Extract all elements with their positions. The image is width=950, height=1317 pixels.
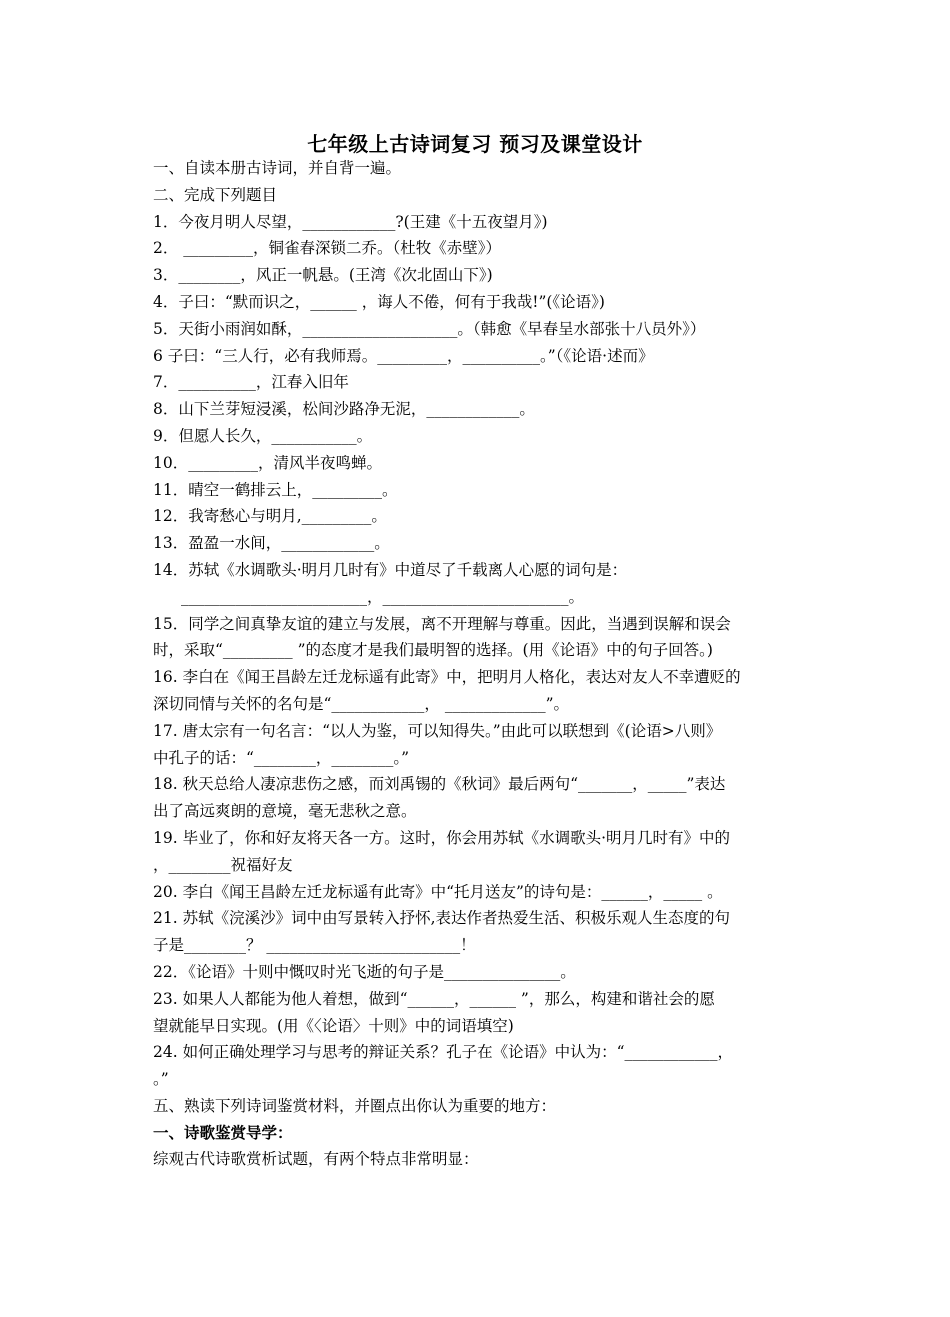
question-line: 11．晴空一鹤排云上，_________。 bbox=[153, 480, 398, 499]
question-line: 21. 苏轼《浣溪沙》词中由写景转入抒怀,表达作者热爱生活、积极乐观人生态度的句 bbox=[153, 909, 731, 928]
question-line: 4．子曰：“默而识之，______ ，诲人不倦，何有于我哉!”(《论语》) bbox=[153, 292, 605, 311]
question-line: 14．苏轼《水调歌头·明月几时有》中道尽了千载离人心愿的词句是： bbox=[153, 560, 628, 579]
question-line: 望就能早日实现。(用《〈论语〉十则》中的词语填空) bbox=[153, 1016, 514, 1035]
question-line: 出了高远爽朗的意境，毫无悲秋之意。 bbox=[153, 802, 417, 821]
question-line: 13．盈盈一水间，____________。 bbox=[153, 534, 390, 553]
question-line: 子是________？ _________________________！ bbox=[153, 936, 476, 955]
question-line: 2． _________，铜雀春深锁二乔。（杜牧《赤壁》） bbox=[153, 239, 502, 258]
question-line: ，________祝福好友 bbox=[153, 855, 293, 874]
question-line: 深切同情与关怀的名句是“____________， _____________”。 bbox=[153, 694, 570, 713]
question-line: 16. 李白在《闻王昌龄左迁龙标遥有此寄》中，把明月人格化，表达对友人不幸遭贬的 bbox=[153, 668, 741, 687]
question-line: 3．________，风正一帆悬。(王湾《次北固山下》) bbox=[153, 266, 493, 285]
question-line: 10．_________，清风半夜鸣蝉。 bbox=[153, 453, 382, 472]
question-line: 15．同学之间真挚友谊的建立与发展，离不开理解与尊重。因此，当遇到误解和误会 bbox=[153, 614, 731, 633]
question-line: 时，采取“_________ ”的态度才是我们最明智的选择。(用《论语》中的句子回答。) bbox=[153, 641, 713, 660]
question-line: 8．山下兰芽短浸溪，松间沙路净无泥，____________。 bbox=[153, 400, 535, 419]
question-line: 20. 李白《闻王昌龄左迁龙标遥有此寄》中“托月送友”的诗句是：______，_____ 。 bbox=[153, 882, 723, 901]
question-line: 22．《论语》十则中慨叹时光飞逝的句子是_______________。 bbox=[153, 962, 576, 981]
question-line: 9．但愿人长久，___________。 bbox=[153, 426, 373, 445]
question-line: 1．今夜月明人尽望，____________?(王建《十五夜望月》) bbox=[153, 212, 548, 231]
instruction-line: 二、完成下列题目 bbox=[153, 185, 278, 204]
question-line: 24. 如何正确处理学习与思考的辩证关系？孔子在《论语》中认为：“____________， bbox=[153, 1043, 734, 1062]
question-line: 。” bbox=[153, 1070, 169, 1089]
question-line: 17. 唐太宗有一句名言：“以人为鉴，可以知得失。”由此可以联想到《(论语>八则》 bbox=[153, 721, 722, 740]
question-line: 7．__________，江春入旧年 bbox=[153, 373, 349, 392]
question-line: 19. 毕业了，你和好友将天各一方。这时，你会用苏轼《水调歌头·明月几时有》中的 bbox=[153, 828, 731, 847]
document-body bbox=[153, 155, 803, 1173]
document-title: 七年级上古诗词复习 预习及课堂设计 bbox=[307, 132, 643, 156]
answer-blank-line: ________________________，________________________。 bbox=[181, 587, 585, 606]
question-line: 12．我寄愁心与明月,_________。 bbox=[153, 507, 387, 526]
question-line: 23. 如果人人都能为他人着想，做到“______，______ ”，那么，构建和谐社会的愿 bbox=[153, 989, 715, 1008]
question-line: 中孔子的话：“________，________。” bbox=[153, 748, 410, 767]
question-line: 5．天街小雨润如酥，____________________。（韩愈《早春呈水部张十八员外》） bbox=[153, 319, 706, 338]
section-heading-bold: 一、诗歌鉴赏导学： bbox=[153, 1122, 293, 1142]
question-line: 6 子曰：“三人行，必有我师焉。_________，__________。”（《论语·述而》 bbox=[153, 346, 654, 365]
instruction-line: 一、自读本册古诗词，并自背一遍。 bbox=[153, 159, 402, 177]
section-heading: 五、熟读下列诗词鉴赏材料，并圈点出你认为重要的地方： bbox=[153, 1096, 557, 1115]
paragraph-line: 综观古代诗歌赏析试题，有两个特点非常明显： bbox=[153, 1150, 479, 1169]
question-line: 18. 秋天总给人凄凉悲伤之感，而刘禹锡的《秋词》最后两句“_______，_____”表达 bbox=[153, 775, 726, 794]
